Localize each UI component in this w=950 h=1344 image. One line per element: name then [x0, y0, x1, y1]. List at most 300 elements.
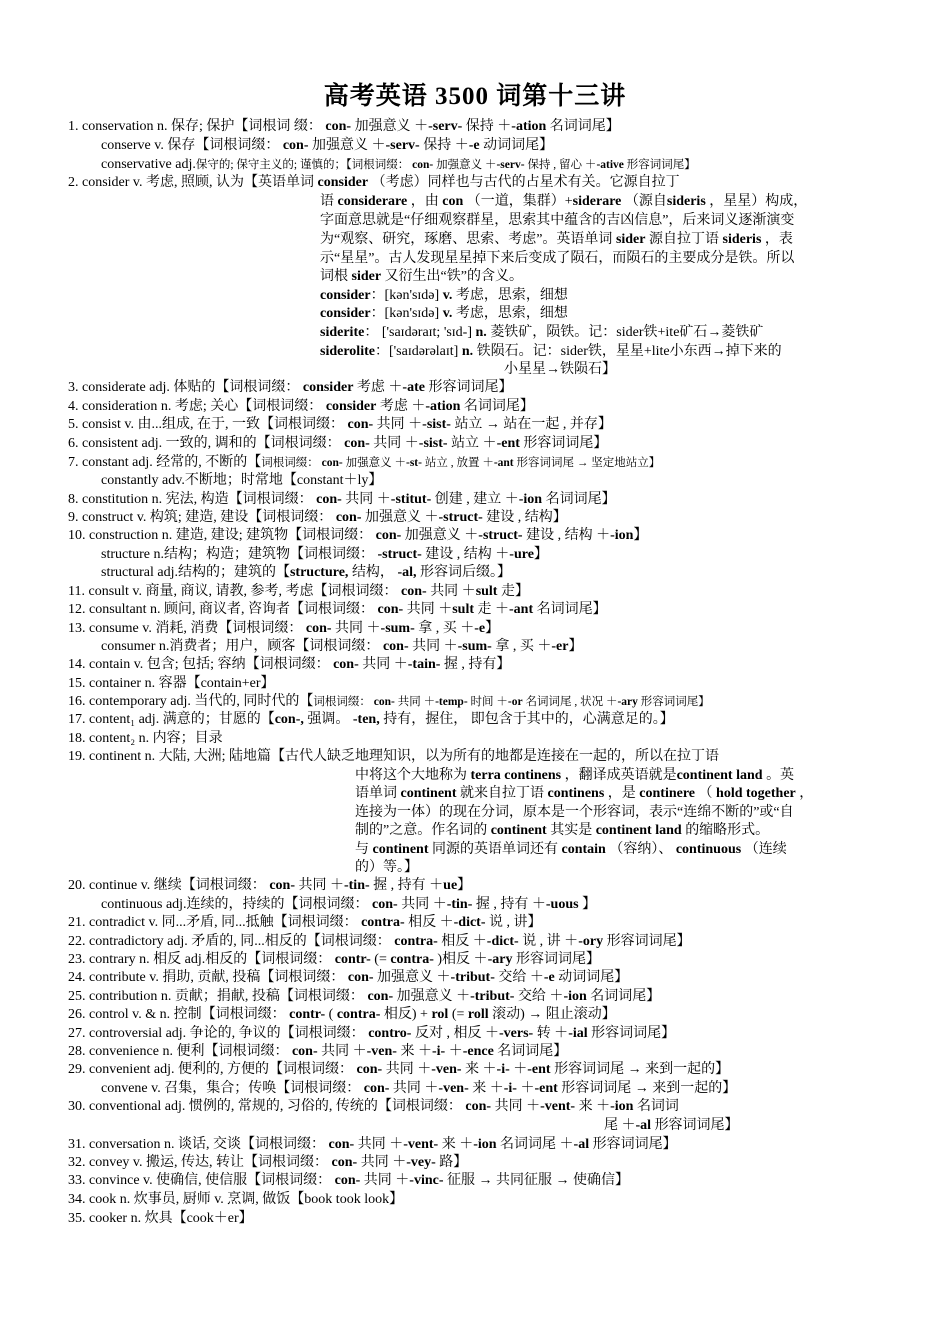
line-text: 说 , 讲 ＋ [518, 934, 579, 949]
bold-term: siderare [572, 194, 622, 209]
line-text: 的缩略形式。 [681, 823, 770, 838]
line-text: 名词词尾】 [460, 399, 534, 414]
text-line [68, 174, 680, 192]
line-text: 考虑 ＋ [376, 399, 426, 414]
text-line [101, 896, 596, 914]
bold-term: -ation [511, 119, 547, 134]
text-line [320, 250, 794, 268]
line-text: 22. contradictory adj. 矛盾的, 同...相反的【词根词缀： [68, 934, 395, 949]
line-text: 共同 ＋ [341, 492, 391, 507]
line-text: 考虑 ＋ [353, 380, 403, 395]
line-text: 形容词词尾】 [623, 159, 696, 171]
text-line [68, 620, 499, 638]
bold-term: -ven- [438, 1081, 469, 1096]
line-text: 共同 ＋ [382, 1062, 432, 1077]
line-text: 25. contribution n. 贡献；捐献, 投稿【词根词缀： [68, 989, 368, 1004]
bold-term: -sist- [422, 417, 451, 432]
bold-term: contra- [390, 952, 434, 967]
line-text: 形容词后缀。】 [416, 565, 511, 580]
bold-term: -ven- [366, 1044, 397, 1059]
line-text: 共同 ＋ [491, 1099, 541, 1114]
line-text: 词根 [320, 269, 352, 284]
line-text: structure n.结构；构造；建筑物【词根词缀： [101, 547, 378, 562]
line-text: 考虑，思索，细想 [452, 306, 568, 321]
line-text: 相反 ＋ [437, 934, 487, 949]
bold-term: contra- [361, 915, 405, 930]
line-text: 走 ＋ [474, 602, 510, 617]
bold-term: -sum- [380, 621, 415, 636]
line-text: 与 [355, 842, 373, 857]
line-text: ＋ [509, 1062, 528, 1077]
text-line [320, 343, 782, 361]
text-line [604, 1117, 739, 1135]
bold-term: con- [316, 492, 342, 507]
line-text: ，星星）构成， [705, 194, 808, 209]
line-text: conserve v. 保存【词根词缀： [101, 138, 283, 153]
line-text: 站立 , 放置 ＋ [421, 457, 494, 469]
line-text: 征服 → 共同征服 → 使确信】 [443, 1173, 630, 1188]
line-text: 26. control v. & n. 控制【词根词缀： [68, 1007, 290, 1022]
bold-term: -i- [431, 1044, 446, 1059]
bold-term: -ence [462, 1044, 494, 1059]
text-line [68, 730, 223, 748]
line-text: 动词词尾】 [479, 138, 554, 153]
line-text: ，由 [407, 194, 443, 209]
line-text: 滚动) → 阻止滚动】 [488, 1007, 616, 1022]
bold-term: -ure [509, 547, 534, 562]
line-text: 形容词词尾】 [587, 1026, 676, 1041]
bold-term: -ion [610, 528, 634, 543]
text-line [355, 785, 813, 803]
text-line [68, 1043, 567, 1061]
line-text: 形容词词尾】 [424, 380, 513, 395]
text-line [68, 1210, 253, 1228]
bold-term: continent [400, 786, 457, 801]
line-text: ：[kən'sɪdə] [370, 288, 443, 303]
text-line [68, 1025, 675, 1043]
bold-term: continuous [675, 842, 742, 857]
bold-term: con- [269, 878, 295, 893]
line-text: 动词词尾】 [554, 970, 629, 985]
line-text: 名词词尾】 [542, 492, 616, 507]
line-text: ，翻译成英语就是 [561, 768, 677, 783]
bold-term: siderolite [320, 344, 375, 359]
bold-term: -ant [493, 457, 514, 469]
bold-term: consider [320, 306, 371, 321]
text-line [68, 118, 620, 136]
text-line [68, 1136, 677, 1154]
line-text: （一道，集群）+ [463, 194, 573, 209]
line-text: 词根词缀： [261, 457, 322, 469]
text-line [68, 969, 628, 987]
line-text: 保持 ＋ [419, 138, 469, 153]
text-line [320, 268, 523, 286]
line-text: 29. convenient adj. 便利的, 方便的【词根词缀： [68, 1062, 357, 1077]
text-line [101, 1080, 736, 1098]
text-line [68, 491, 616, 509]
bold-term: -i- [503, 1081, 517, 1096]
text-line [68, 748, 719, 766]
bold-term: continent land [676, 768, 763, 783]
line-text: 共同 ＋ [394, 696, 436, 708]
bold-term: -ion [473, 1137, 497, 1152]
text-line [101, 564, 511, 582]
text-line [68, 601, 607, 619]
line-text: 交给 ＋ [494, 970, 544, 985]
line-text: 共同 ＋ [360, 1173, 410, 1188]
bold-term: con- [335, 510, 362, 525]
line-text: 13. consume v. 消耗, 消费【词根词缀： [68, 621, 306, 636]
line-text: 走】 [497, 584, 529, 599]
bold-term: -ary [617, 696, 638, 708]
line-text: 示“星星”。古人发现星星掉下来后变成了陨石，而陨石的主要成分是铁。所以 [320, 251, 795, 266]
line-text: ( [325, 1007, 337, 1022]
line-text: 握 , 持有 ＋ [369, 878, 444, 893]
bold-term: -or [507, 696, 523, 708]
bold-term: -dict- [486, 934, 519, 949]
bold-term: -tain- [407, 657, 441, 672]
bold-term: consider [325, 399, 377, 414]
line-text: 加强意义 ＋ [361, 510, 439, 525]
bold-term: sider [351, 269, 382, 284]
bold-term: con- [344, 436, 370, 451]
line-text: 】 [485, 621, 500, 636]
bold-term: -tin- [446, 897, 473, 912]
line-text: 说 , 讲】 [485, 915, 542, 930]
bold-term: -er [551, 639, 569, 654]
line-text: consumer n.消费者；用户，顾客【词根词缀： [101, 639, 383, 654]
line-text: ， [795, 786, 814, 801]
bold-term: con- [356, 1062, 383, 1077]
bold-term: -dict- [453, 915, 486, 930]
bold-term: rol [431, 1007, 449, 1022]
line-text: 强调。 [303, 712, 353, 727]
line-text: ＋ [445, 1044, 463, 1059]
text-line [68, 416, 612, 434]
line-text: 共同 ＋ [426, 584, 476, 599]
line-text: (= [448, 1007, 468, 1022]
text-line [68, 1154, 467, 1172]
line-text: 23. contrary n. 相反 adj.相反的【词根词缀： [68, 952, 335, 967]
bold-term: sideris [666, 194, 706, 209]
line-text: 10. construction n. 建造, 建设; 建筑物【词根词缀： [68, 528, 376, 543]
line-text: （连续 [741, 842, 787, 857]
line-text: 拿 , 买 ＋ [491, 639, 552, 654]
line-text: 相反 ＋ [404, 915, 454, 930]
text-line [320, 287, 568, 305]
line-text: 9. construct v. 构筑; 建造, 建设【词根词缀： [68, 510, 336, 525]
line-text: ： ['saɪdəraɪt; 'sɪd-] [364, 325, 476, 340]
line-text: 形容词词尾 → 来到一起的】 [550, 1062, 730, 1077]
line-text: 中将这个大地称为 [355, 768, 471, 783]
bold-term: con- [321, 457, 343, 469]
line-text: 12. consultant n. 顾问, 商议者, 咨询者【词根词缀： [68, 602, 378, 617]
line-text: 共同 ＋ [331, 621, 381, 636]
bold-term: -serv- [496, 159, 525, 171]
line-text: 源自拉丁语 [645, 232, 723, 247]
line-text: 的）等。】 [355, 860, 418, 875]
text-line [68, 1006, 616, 1024]
line-text: 】 [633, 528, 648, 543]
line-text: 名词词尾】 [546, 119, 620, 134]
line-text: 形容词词尾 → 来到一起的】 [557, 1081, 737, 1096]
bold-term: -ven- [431, 1062, 462, 1077]
bold-term: -e [468, 138, 480, 153]
line-text: structural adj.结构的；建筑的【 [101, 565, 290, 580]
line-text: 来 ＋ [461, 1062, 497, 1077]
text-line [68, 877, 471, 895]
bold-term: sider [615, 232, 646, 247]
page-title: 高考英语 3500 词第十三讲 [323, 83, 627, 110]
bold-term: -ten, [352, 712, 380, 727]
line-text: 建设 , 结构 ＋ [421, 547, 510, 562]
text-line [320, 193, 807, 211]
bold-term: -tribut- [470, 989, 515, 1004]
bold-term: -ate [402, 380, 425, 395]
line-text: 建设 , 结构 ＋ [522, 528, 611, 543]
line-text: ，是 [604, 786, 640, 801]
bold-term: structure, [289, 565, 349, 580]
text-line [355, 804, 794, 822]
bold-term: contro- [368, 1026, 412, 1041]
bold-term: -serv- [428, 119, 463, 134]
bold-term: hold together [716, 786, 796, 801]
line-text: 加强意义 ＋ [373, 970, 451, 985]
line-text: 31. conversation n. 谈话, 交谈【词根词缀： [68, 1137, 329, 1152]
line-text: 考虑，思索，细想 [452, 288, 568, 303]
line-text: 。英 [762, 768, 795, 783]
bold-term: contra- [336, 1007, 381, 1022]
line-text: 共同 ＋ [408, 639, 458, 654]
line-text: 名词词尾 ＋ [496, 1137, 574, 1152]
text-line [320, 305, 568, 323]
line-text: 加强意义 ＋ [393, 989, 471, 1004]
line-text: 来 ＋ [468, 1081, 504, 1096]
line-text: 2. consider v. 考虑, 照顾, 认为【英语单词 [68, 175, 318, 190]
text-line [68, 1172, 629, 1190]
line-text: conservative adj. [101, 157, 196, 172]
line-text: （源自 [621, 194, 667, 209]
bold-term: -vent- [540, 1099, 576, 1114]
line-text: 握 , 持有 ＋ [472, 897, 546, 912]
line-text: 16. contemporary adj. 当代的, 同时代的【 [68, 694, 314, 709]
line-text: 共同 ＋ [358, 657, 408, 672]
line-text: 来 ＋ [396, 1044, 432, 1059]
line-text: 】 [578, 897, 597, 912]
line-text: 共同 ＋ [357, 1155, 407, 1170]
text-line [101, 638, 582, 656]
line-text: (= [370, 952, 391, 967]
line-text: 共同 ＋ [317, 1044, 367, 1059]
line-text: 5. consist v. 由...组成, 在于, 一致【词根词缀： [68, 417, 348, 432]
line-text: 加强意义 ＋ [401, 528, 479, 543]
line-text: （考虑）同样也与古代的占星术有关。它源自拉丁 [368, 175, 680, 190]
line-text: 保守的; 保守主义的; 谨慎的；【词根词缀： [195, 159, 413, 171]
line-text: 共同 ＋ [369, 436, 419, 451]
line-text: 相反) + [380, 1007, 432, 1022]
bold-term: -e [543, 970, 555, 985]
bold-term: sult [475, 584, 498, 599]
bold-term: -struct- [438, 510, 483, 525]
bold-term: -vey- [406, 1155, 436, 1170]
text-line [68, 914, 542, 932]
line-text: 形容词词尾】 [651, 1118, 739, 1133]
bold-term: con- [334, 1173, 361, 1188]
line-text: 持有，握住， 即包含于其中的，心满意足的。】 [379, 712, 674, 727]
line-text: convene v. 召集，集合；传唤【词根词缀： [101, 1081, 364, 1096]
line-text: 17. content₁ adj. 满意的；甘愿的【 [68, 712, 275, 727]
bold-term: -ion [518, 492, 543, 507]
bold-term: -vers- [498, 1026, 534, 1041]
bold-term: -vent- [403, 1137, 439, 1152]
line-text: 形容词词尾】 [637, 696, 710, 708]
bold-term: contain [561, 842, 606, 857]
bold-term: -struct- [377, 547, 422, 562]
bold-term: con- [401, 584, 427, 599]
line-text: 同源的英语单词还有 [428, 842, 562, 857]
line-text: 尾 ＋ [604, 1118, 636, 1133]
line-text: 共同 ＋ [354, 1137, 404, 1152]
bold-term: -ory [578, 934, 604, 949]
line-text: 建设 , 结构】 [482, 510, 567, 525]
bold-term: con- [372, 897, 398, 912]
bold-term: continens [547, 786, 605, 801]
bold-term: con- [328, 1137, 355, 1152]
bold-term: con-, [274, 712, 304, 727]
line-text: 加强意义 ＋ [342, 457, 406, 469]
text-line [68, 693, 710, 711]
bold-term: con- [377, 602, 404, 617]
line-text: 32. convey v. 搬运, 传达, 转让【词根词缀： [68, 1155, 332, 1170]
line-text: 34. cook n. 炊事员, 厨师 v. 烹调, 做饭【book took look】 [68, 1192, 404, 1207]
line-text: 转 ＋ [533, 1026, 569, 1041]
line-text: （容纳）、 [605, 842, 676, 857]
bold-term: -ant [509, 602, 534, 617]
bold-term: n. [475, 325, 487, 340]
line-text: 33. convince v. 使确信, 使信服【词根词缀： [68, 1173, 335, 1188]
bold-term: ue [443, 878, 458, 893]
line-text: 20. continue v. 继续【词根词缀： [68, 878, 270, 893]
bold-term: con- [325, 119, 352, 134]
line-text: 来 ＋ [438, 1137, 474, 1152]
line-text: 】 [533, 547, 548, 562]
bold-term: con- [331, 1155, 358, 1170]
bold-term: -ative [596, 159, 624, 171]
bold-term: -struct- [478, 528, 523, 543]
bold-term: -ent [534, 1081, 558, 1096]
bold-term: contra- [394, 934, 438, 949]
bold-term: n. [461, 344, 474, 359]
line-text: constantly adv.不断地；时常地【constant＋ly】 [101, 473, 383, 488]
line-text: )相反 ＋ [433, 952, 488, 967]
line-text: 4. consideration n. 考虑; 关心【词根词缀： [68, 399, 326, 414]
line-text: 19. continent n. 大陆, 大洲; 陆地篇【古代人缺乏地理知识，以为所有的地都是连接在一起的，所以在拉丁语 [68, 749, 719, 764]
bold-term: sideris [722, 232, 762, 247]
line-text: 词根词缀： [313, 696, 374, 708]
bold-term: -ion [610, 1099, 634, 1114]
line-text: 30. conventional adj. 惯例的, 常规的, 习俗的, 传统的【词根词缀： [68, 1099, 466, 1114]
line-text: 名词词尾】 [586, 989, 661, 1004]
text-line [68, 454, 660, 472]
line-text: 形容词词尾】 [519, 436, 608, 451]
bold-term: -ial [568, 1026, 588, 1041]
bold-term: con- [363, 1081, 390, 1096]
bold-term: -ent [496, 436, 520, 451]
bold-term: -al [635, 1118, 652, 1133]
line-text: 形容词词尾】 [512, 952, 600, 967]
line-text: 共同 ＋ [373, 417, 423, 432]
bold-term: -st- [405, 457, 422, 469]
line-text: ，表 [761, 232, 793, 247]
bold-term: considerare [337, 194, 408, 209]
line-text: 站立 ＋ [447, 436, 497, 451]
line-text: 铁陨石。记：sider铁，星星+lite小东西→掉下来的 [473, 344, 782, 359]
bold-term: contr- [334, 952, 371, 967]
line-text: 共同 ＋ [403, 602, 453, 617]
line-text: 共同 ＋ [397, 897, 447, 912]
text-line [320, 212, 794, 230]
line-text: 名词词尾】 [493, 1044, 568, 1059]
line-text: 字面意思就是“仔细观察群星，思索其中蕴含的吉凶信息”，后来词义逐渐演变 [320, 213, 795, 228]
bold-term: consider [302, 380, 354, 395]
line-text: 】 [457, 878, 472, 893]
bold-term: -tribut- [450, 970, 495, 985]
line-text: 菱铁矿，陨铁。记：sider铁+ite矿石→菱铁矿 [486, 325, 764, 340]
bold-term: continent [372, 842, 429, 857]
bold-term: consider [320, 288, 371, 303]
line-text: 站立 → 站在一起 , 并存】 [450, 417, 612, 432]
line-text: 时间 ＋ [467, 696, 508, 708]
text-line [68, 1061, 729, 1079]
bold-term: -ary [487, 952, 513, 967]
line-text: 交给 ＋ [514, 989, 564, 1004]
line-text: 加强意义 ＋ [351, 119, 429, 134]
bold-term: con- [305, 621, 332, 636]
line-text: 又衍生出“铁”的含义。 [381, 269, 523, 284]
line-text: 18. content₂ n. 内容；目录 [68, 731, 223, 746]
text-line [320, 324, 763, 342]
line-text: 就来自拉丁语 [456, 786, 548, 801]
bold-term: con- [347, 970, 374, 985]
text-line [68, 656, 510, 674]
bold-term: con- [465, 1099, 492, 1114]
bold-term: con- [375, 528, 402, 543]
line-text: 加强意义 ＋ [433, 159, 497, 171]
line-text: 反对 , 相反 ＋ [411, 1026, 499, 1041]
bold-term: con- [291, 1044, 318, 1059]
line-text: （ [695, 786, 717, 801]
bold-term: con- [333, 657, 359, 672]
bold-term: -temp- [435, 696, 468, 708]
bold-term: con- [367, 989, 394, 1004]
text-line [68, 1098, 679, 1116]
line-text: ：[kən'sɪdə] [370, 306, 443, 321]
line-text: 语单词 [355, 786, 401, 801]
text-line [355, 822, 769, 840]
bold-term: con- [382, 639, 409, 654]
text-line [101, 472, 382, 490]
line-text: 小星星→铁陨石】 [504, 362, 616, 377]
bold-term: continere [639, 786, 696, 801]
bold-term: -ation [425, 399, 461, 414]
text-line [68, 379, 512, 397]
line-text: 语 [320, 194, 338, 209]
line-text: 路】 [435, 1155, 468, 1170]
text-line [101, 546, 548, 564]
bold-term: -tin- [343, 878, 370, 893]
bold-term: contr- [289, 1007, 326, 1022]
bold-term: v. [442, 306, 453, 321]
